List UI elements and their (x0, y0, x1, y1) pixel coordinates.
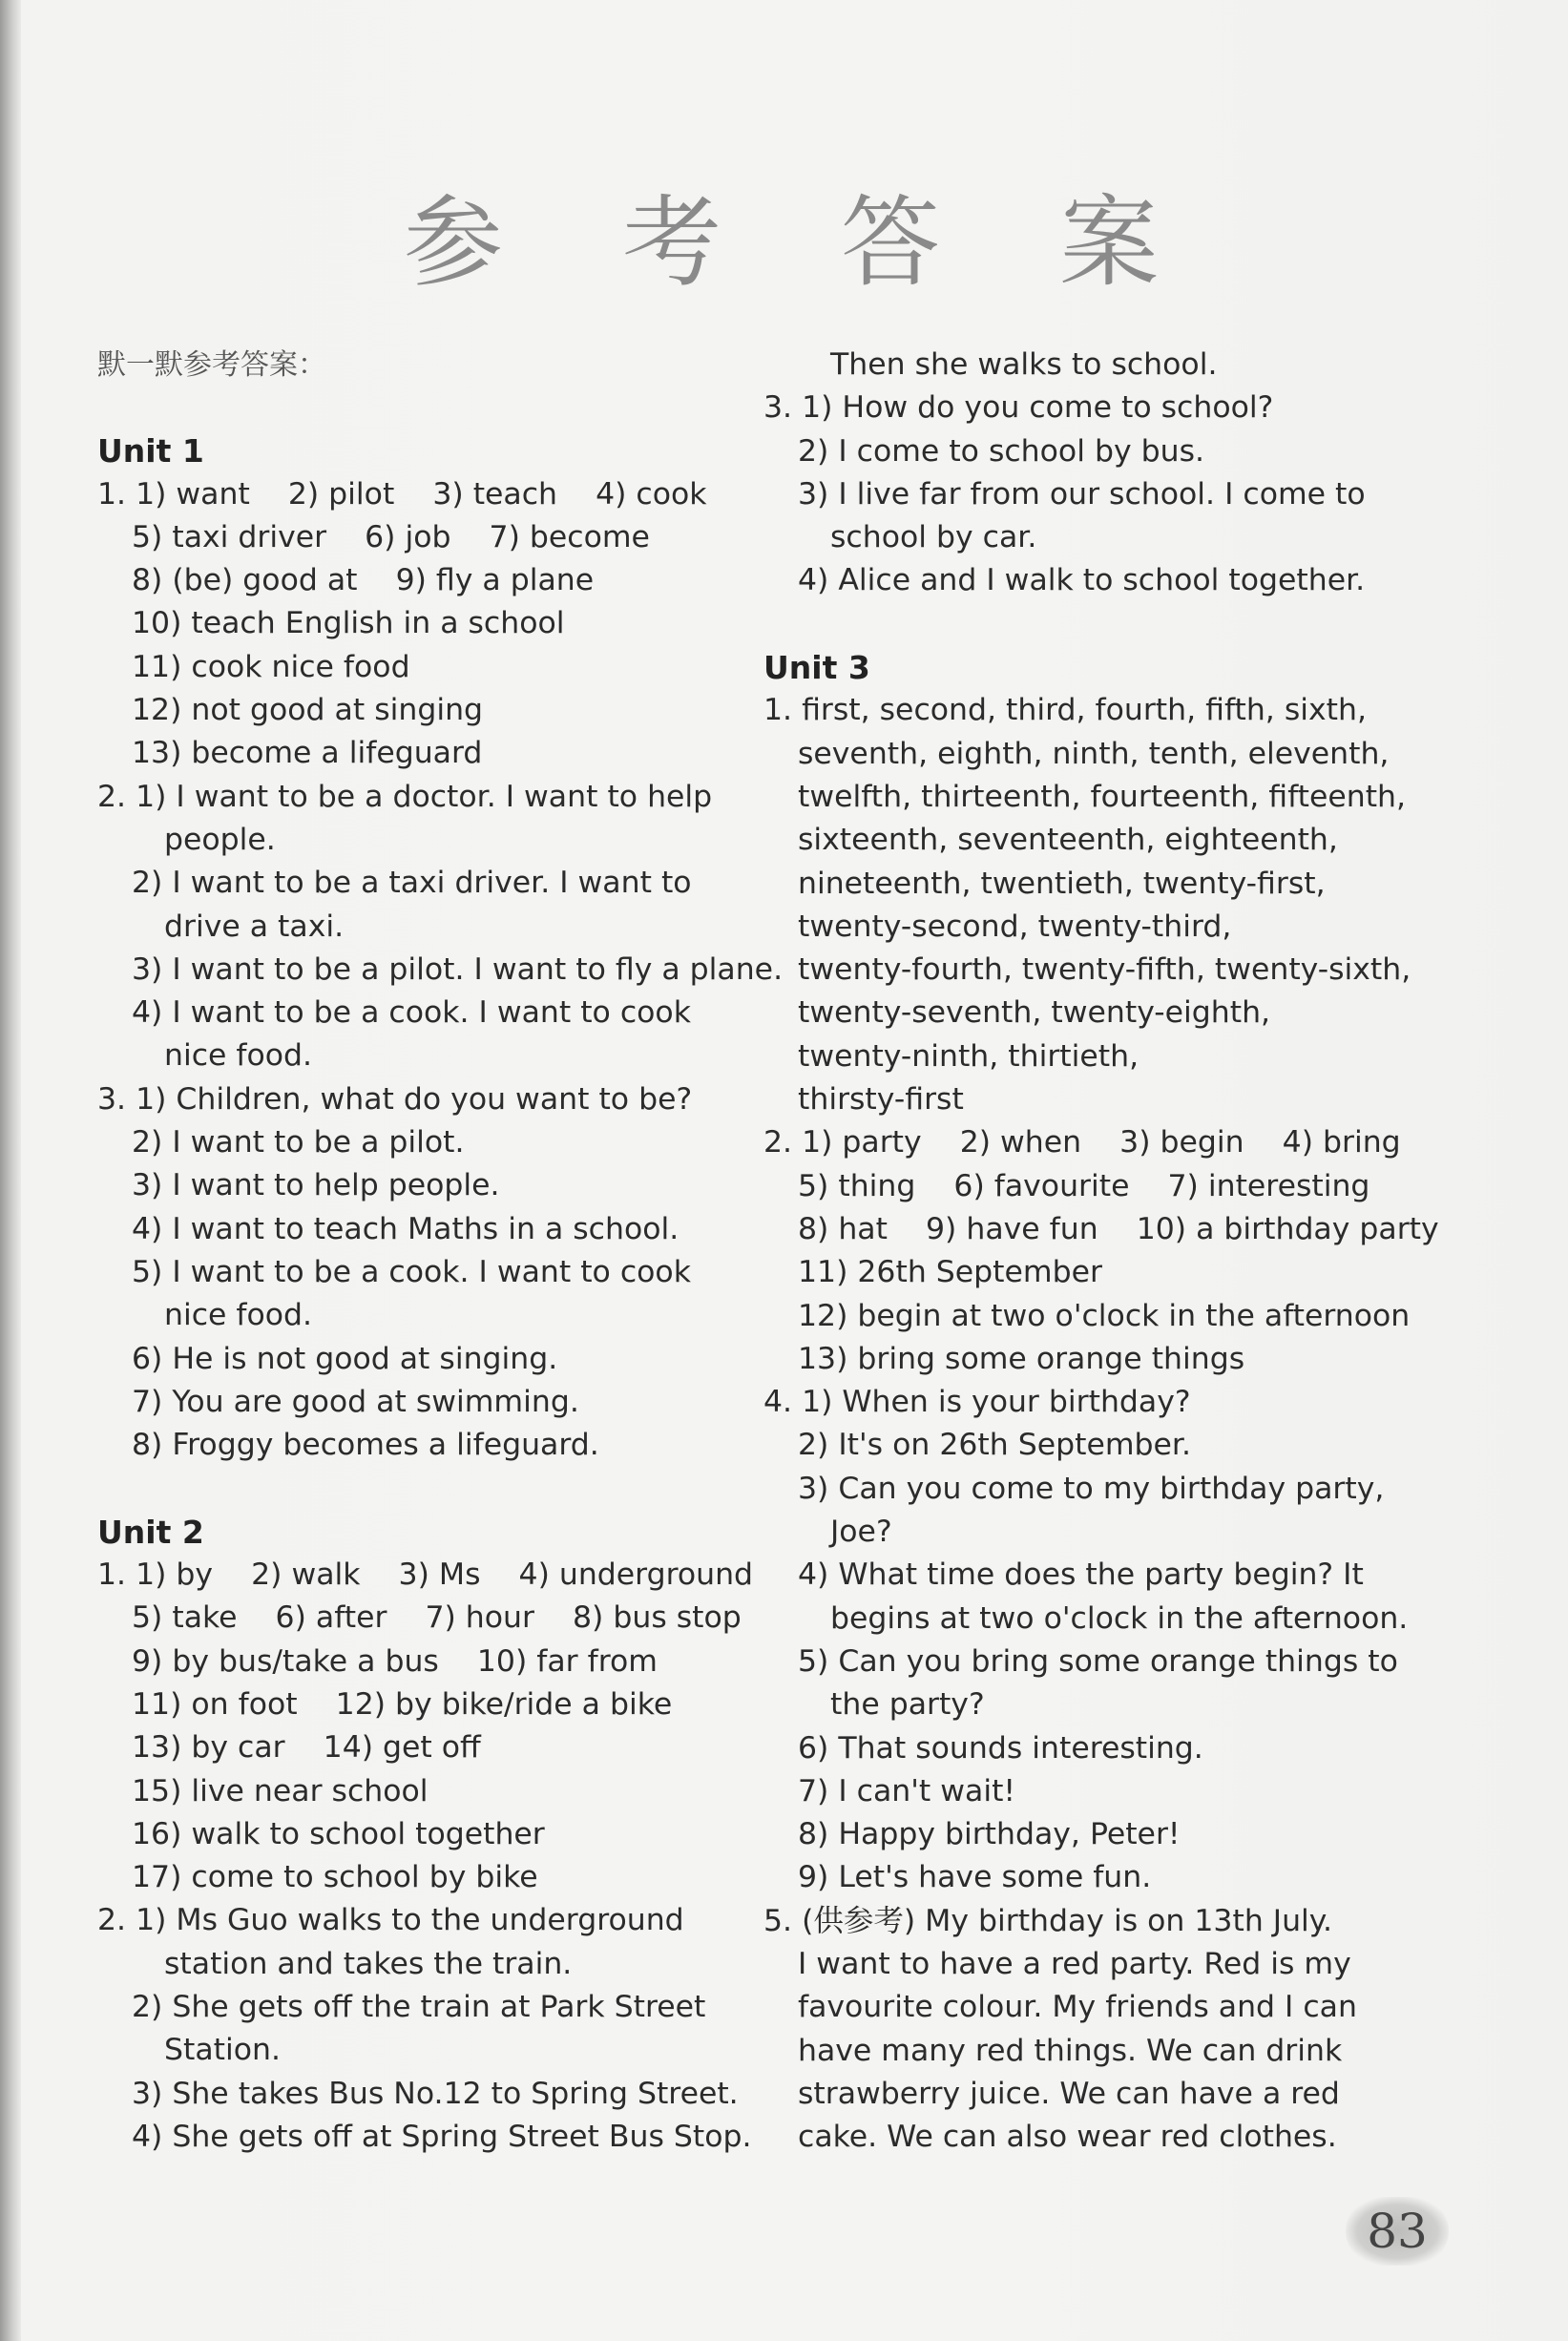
answer-line: 4) I want to be a cook. I want to cook (132, 995, 691, 1031)
answer-line: twelfth, thirteenth, fourteenth, fifteenth, (798, 779, 1407, 814)
answer-line: 3. 1) Children, what do you want to be? (97, 1081, 693, 1117)
unit-heading: Unit 2 (97, 1513, 204, 1551)
answer-line: twenty-second, twenty-third, (798, 909, 1232, 944)
unit-heading: Unit 3 (763, 649, 870, 687)
answer-line: school by car. (830, 520, 1037, 555)
answer-line: 10) teach English in a school (132, 606, 565, 641)
answer-line: thirsty-first (798, 1082, 964, 1118)
answer-line: 5) I want to be a cook. I want to cook (132, 1254, 691, 1289)
answer-line: twenty-fourth, twenty-fifth, twenty-sixth, (798, 952, 1411, 988)
answer-line: 5. (供参考) My birthday is on 13th July. (763, 1903, 1332, 1938)
section-spacer (97, 1467, 765, 1510)
answer-line: 3) I live far from our school. I come to (798, 476, 1366, 512)
answer-line: have many red things. We can drink (798, 2033, 1343, 2068)
answer-line: 8) Froggy becomes a lifeguard. (132, 1428, 599, 1463)
answer-line: 2) I want to be a taxi driver. I want to (132, 866, 692, 901)
answer-line: seventh, eighth, ninth, tenth, eleventh, (798, 736, 1390, 771)
answer-line: 4) She gets off at Spring Street Bus Stop. (132, 2119, 752, 2154)
answer-line: drive a taxi. (164, 909, 345, 944)
unit-heading: Unit 1 (97, 432, 204, 470)
answer-line: 7) You are good at swimming. (132, 1384, 579, 1419)
left-column-content (97, 429, 784, 2159)
answer-line: 5) Can you bring some orange things to (798, 1643, 1398, 1679)
intro-heading: 默一默参考答案： (97, 348, 326, 382)
section-spacer (763, 603, 1498, 646)
answer-line: 3) I want to be a pilot. I want to fly a plane. (132, 951, 784, 987)
right-column-content (763, 344, 1498, 2159)
answer-line: 1. 1) want 2) pilot 3) teach 4) cook (97, 476, 707, 512)
answer-line: station and takes the train. (164, 1946, 573, 1981)
answer-line: 5) take 6) after 7) hour 8) bus stop (132, 1600, 742, 1636)
answer-line: the party? (830, 1687, 985, 1723)
answer-line: 2) It's on 26th September. (798, 1428, 1191, 1463)
answer-line: 2) I want to be a pilot. (132, 1125, 465, 1160)
answer-line: 4) What time does the party begin? It (798, 1557, 1364, 1593)
answer-line: nineteenth, twentieth, twenty-first, (798, 866, 1326, 901)
page-title: 参 考 答 案 (403, 184, 1203, 301)
answer-line: 4) I want to teach Maths in a school. (132, 1211, 679, 1246)
answer-line: 4. 1) When is your birthday? (763, 1385, 1191, 1420)
left-column (97, 344, 784, 2159)
answer-line: 11) 26th September (798, 1255, 1102, 1290)
answer-line: 15) live near school (132, 1773, 429, 1808)
answer-line: 8) (be) good at 9) fly a plane (132, 563, 595, 598)
answer-line: 11) on foot 12) by bike/ride a bike (132, 1686, 673, 1722)
answer-line: 2) She gets off the train at Park Street (132, 1989, 706, 2024)
right-column (763, 344, 1498, 2159)
answer-line: nice food. (164, 1298, 313, 1333)
answer-line: strawberry juice. We can have a red (798, 2076, 1340, 2111)
answer-line: 5) thing 6) favourite 7) interesting (798, 1168, 1370, 1203)
answer-line: 1. first, second, third, fourth, fifth, sixth, (763, 693, 1367, 728)
answer-line: 8) hat 9) have fun 10) a birthday party (798, 1211, 1439, 1246)
answer-line: 3. 1) How do you come to school? (763, 390, 1274, 426)
answer-line: twenty-ninth, thirtieth, (798, 1038, 1139, 1074)
answer-line: 2. 1) Ms Guo walks to the underground (97, 1903, 684, 1938)
answer-line: 13) bring some orange things (798, 1341, 1245, 1376)
answer-line: twenty-seventh, twenty-eighth, (798, 995, 1271, 1031)
answer-line: 4) Alice and I walk to school together. (798, 563, 1366, 598)
answer-line: 2) I come to school by bus. (798, 433, 1204, 469)
answer-line: nice food. (164, 1038, 313, 1074)
answer-line: 11) cook nice food (132, 649, 410, 684)
answer-line: 3) I want to help people. (132, 1168, 500, 1203)
answer-line: 9) Let's have some fun. (798, 1860, 1152, 1895)
answer-line: 16) walk to school together (132, 1816, 545, 1851)
answer-line: 2. 1) I want to be a doctor. I want to help (97, 779, 713, 814)
answer-line: 2. 1) party 2) when 3) begin 4) bring (763, 1125, 1401, 1160)
answer-line: cake. We can also wear red clothes. (798, 2120, 1337, 2155)
book-spine-shadow (0, 0, 21, 2341)
answer-line: Joe? (830, 1515, 892, 1550)
answer-line: people. (164, 822, 276, 857)
answer-line: Station. (164, 2033, 282, 2068)
answer-line: I want to have a red party. Red is my (798, 1946, 1351, 1981)
answer-line: 3) Can you come to my birthday party, (798, 1471, 1385, 1506)
answer-line: 7) I can't wait! (798, 1773, 1016, 1808)
page-number: 83 (1346, 2197, 1449, 2266)
answer-line: 13) by car 14) get off (132, 1730, 481, 1766)
answer-line: 12) begin at two o'clock in the afternoon (798, 1298, 1411, 1333)
answer-line: 6) That sounds interesting. (798, 1730, 1203, 1766)
answer-line: 1. 1) by 2) walk 3) Ms 4) underground (97, 1557, 754, 1593)
answer-line: 13) become a lifeguard (132, 736, 483, 771)
answer-line: 3) She takes Bus No.12 to Spring Street. (132, 2076, 739, 2111)
answer-line: begins at two o'clock in the afternoon. (830, 1600, 1409, 1636)
answer-line: 8) Happy birthday, Peter! (798, 1817, 1181, 1852)
answer-line: Then she walks to school. (830, 347, 1218, 382)
answer-line: 9) by bus/take a bus 10) far from (132, 1643, 658, 1679)
answer-line: 6) He is not good at singing. (132, 1341, 558, 1376)
answer-line: 17) come to school by bike (132, 1860, 538, 1895)
answer-line: 5) taxi driver 6) job 7) become (132, 519, 650, 554)
answer-line: sixteenth, seventeenth, eighteenth, (798, 823, 1338, 858)
answer-line: favourite colour. My friends and I can (798, 1990, 1357, 2025)
answer-line: 12) not good at singing (132, 693, 484, 728)
